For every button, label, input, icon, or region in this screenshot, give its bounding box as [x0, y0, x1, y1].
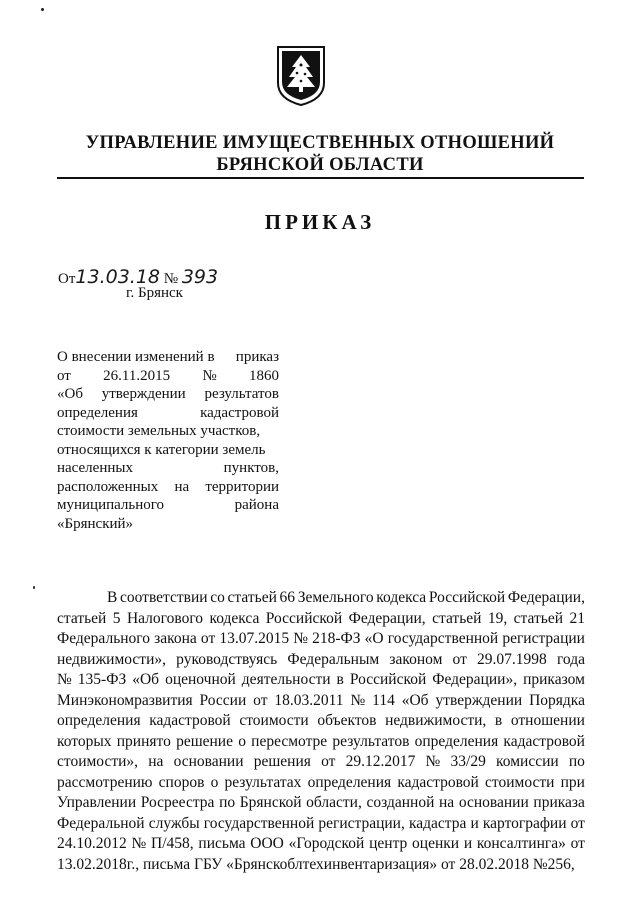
body-word: основании: [173, 753, 244, 770]
body-word: от: [570, 835, 585, 852]
body-word: Российской: [265, 609, 343, 627]
subject-line: [57, 459, 279, 478]
body-word: Росреестра: [140, 794, 215, 811]
order-body-text: [57, 588, 585, 875]
subject-line: [57, 367, 279, 386]
body-word: решение: [176, 732, 233, 750]
subject-word: «Об: [57, 386, 83, 402]
body-word: статьей: [513, 609, 564, 627]
body-word: со: [210, 589, 225, 606]
body-word: Налогового: [126, 609, 204, 627]
body-word: руководствуясь: [176, 650, 278, 668]
body-word: оценки: [412, 835, 460, 852]
subject-word: результатов: [204, 386, 279, 402]
body-word: определения: [57, 712, 141, 729]
body-word: соответствии: [120, 589, 208, 606]
body-line: [57, 752, 585, 773]
subject-line: [57, 348, 279, 367]
body-word: кадастровой: [149, 712, 231, 729]
body-word: 13.07.2015: [219, 630, 290, 647]
body-word: 24.10.2012: [57, 835, 127, 852]
subject-word: стоимости земельных участков,: [57, 423, 261, 439]
body-word: отношении: [510, 712, 585, 729]
body-word: картографии: [482, 814, 567, 832]
handwritten-date: 13.03.18: [75, 266, 160, 288]
body-word: Минэкономразвития: [57, 691, 193, 709]
organization-name-line2: БРЯНСКОЙ ОБЛАСТИ: [216, 155, 424, 175]
organization-name-line1: УПРАВЛЕНИЕ ИМУЩЕСТВЕННЫХ ОТНОШЕНИЙ: [85, 133, 555, 153]
body-word: кадастра: [408, 814, 467, 832]
body-word: Российской: [428, 589, 506, 606]
body-word: 18.03.2011: [274, 691, 344, 709]
body-word: «Городской: [288, 835, 365, 852]
body-line: [57, 609, 585, 630]
body-word: Порядка: [529, 691, 585, 709]
subject-word: приказ: [235, 349, 279, 365]
body-word: 135-ФЗ: [77, 671, 127, 688]
body-word: определения: [307, 773, 392, 791]
body-word: деятельности: [241, 671, 331, 688]
body-word: в: [336, 671, 344, 688]
subject-line: [57, 496, 279, 515]
body-word: 19,: [487, 609, 508, 627]
body-word: по: [219, 794, 236, 811]
body-word: стоимости»,: [57, 753, 139, 770]
handwritten-number: 393: [181, 266, 219, 288]
body-word: 5: [112, 609, 121, 627]
body-word: «О: [364, 630, 384, 647]
body-word: 29.07.1998: [477, 650, 547, 668]
subject-word: 1860: [248, 367, 279, 384]
body-word: Федерации,: [348, 609, 426, 627]
body-word: регистрации: [502, 630, 585, 647]
body-word: объектов: [317, 712, 377, 729]
body-word: решения: [253, 753, 311, 770]
city-name: г. Брянск: [126, 285, 183, 301]
body-word: созданной: [366, 794, 435, 811]
subject-word: на: [174, 478, 190, 495]
body-word: от: [321, 753, 336, 770]
subject-word: территории: [205, 478, 279, 495]
body-word: 218-ФЗ: [312, 630, 361, 647]
body-word: которых: [57, 732, 112, 750]
body-word: утверждении: [435, 691, 523, 709]
body-word: основании: [458, 794, 529, 811]
subject-word: расположенных: [57, 478, 159, 495]
body-word: Федерального: [57, 630, 151, 647]
scan-speck: [41, 8, 44, 11]
subject-line: [57, 478, 279, 497]
subject-word: пунктов,: [223, 460, 279, 476]
body-word: службы: [148, 814, 200, 832]
body-word: Российской: [349, 671, 427, 688]
scan-speck: [33, 586, 35, 589]
body-word: от: [570, 814, 585, 832]
body-word: 114: [372, 691, 395, 709]
body-word: Федеральным: [287, 650, 380, 668]
body-word: законом: [389, 650, 443, 668]
body-word: стоимости: [239, 712, 309, 729]
body-word: 21: [569, 609, 585, 627]
body-line: [57, 670, 585, 691]
body-word: №: [425, 753, 441, 770]
body-word: по: [568, 753, 585, 770]
body-word: рассмотрению: [57, 773, 153, 791]
coat-of-arms-emblem: [275, 45, 327, 107]
body-word: приказа: [533, 794, 585, 811]
order-subject-block: [57, 348, 279, 533]
body-word: пересмотре: [251, 732, 328, 750]
body-word: 29.12.2017: [345, 753, 416, 770]
body-word: кодекса: [376, 589, 427, 606]
subject-line: [57, 404, 279, 423]
number-label: №: [163, 271, 179, 287]
body-word: от: [200, 630, 216, 647]
subject-word: «Брянский»: [57, 515, 134, 532]
document-title: ПРИКАЗ: [264, 210, 376, 234]
subject-word: от: [57, 367, 71, 384]
body-word: и: [463, 835, 473, 852]
body-word: в: [494, 712, 503, 729]
header-rule: [57, 177, 584, 179]
body-word: и: [470, 814, 479, 832]
body-word: России: [199, 691, 247, 709]
body-word: недвижимости,: [385, 712, 487, 729]
body-line: [57, 711, 585, 732]
body-word: Федеральной: [57, 814, 145, 832]
body-word: 33/29: [450, 753, 486, 770]
body-word: центр: [369, 835, 408, 852]
body-word: Федерации»,: [432, 671, 518, 688]
body-word: приказом: [523, 671, 585, 688]
body-word: на: [439, 794, 455, 811]
body-word: от: [452, 650, 467, 668]
body-word: кадастровой: [397, 773, 479, 791]
body-line: [57, 588, 585, 609]
subject-word: района: [234, 497, 279, 513]
subject-word: кадастровой: [200, 404, 279, 421]
body-word: №: [293, 630, 309, 647]
body-word: от: [253, 691, 268, 709]
body-word: года: [556, 650, 585, 668]
body-word: кодекса: [209, 609, 260, 627]
subject-word: 26.11.2015: [103, 367, 171, 384]
from-label: От: [58, 271, 76, 287]
body-word: результатах: [224, 773, 302, 791]
subject-line: [57, 385, 279, 404]
body-line: [57, 773, 585, 794]
body-word: регистрации,: [318, 814, 405, 832]
body-word: о: [238, 732, 246, 750]
body-word: Земельного: [297, 589, 374, 606]
body-word: кадастровой: [503, 732, 585, 750]
body-word: закона: [154, 630, 197, 647]
subject-word: О внесении изменений в: [57, 349, 215, 365]
body-line: [57, 793, 585, 814]
body-word: статьей: [432, 609, 482, 627]
body-word: о: [210, 773, 219, 791]
body-word: недвижимости»,: [57, 650, 166, 668]
body-word: В: [107, 589, 118, 606]
body-word: результатов: [332, 732, 410, 750]
body-word: оценочной: [165, 671, 236, 688]
body-word: «Об: [401, 691, 429, 709]
subject-word: утверждении: [101, 386, 186, 402]
body-word: №: [350, 691, 366, 709]
body-word: стоимости: [485, 773, 555, 791]
body-word: Федерации,: [507, 589, 585, 606]
body-word: определения: [414, 732, 499, 750]
body-word: принято: [116, 732, 171, 750]
body-word: области,: [306, 794, 362, 811]
subject-line: [57, 515, 279, 534]
subject-word: относящихся к категории земель: [57, 441, 266, 458]
body-word: статьей: [227, 589, 277, 606]
body-line: [57, 650, 585, 671]
subject-word: населенных: [57, 460, 133, 476]
subject-word: определения: [57, 404, 138, 421]
body-line: [57, 834, 585, 855]
body-word: комиссии: [496, 753, 559, 770]
body-word: №: [131, 835, 147, 852]
subject-word: муниципального: [57, 497, 165, 513]
body-word: на: [148, 753, 164, 770]
body-line: [57, 629, 585, 650]
body-line: [57, 691, 585, 712]
body-word: споров: [158, 773, 205, 791]
body-line: [57, 814, 585, 835]
body-line: 13.02.2018г., письма ГБУ «Брянскоблтехинвентаризация» от 28.02.2018 №256,: [57, 855, 575, 873]
body-word: 66: [279, 589, 296, 606]
subject-line: [57, 422, 279, 441]
body-word: консалтинга»: [476, 835, 566, 852]
body-word: при: [560, 773, 585, 791]
subject-line: [57, 441, 279, 460]
body-word: государственной: [203, 814, 315, 832]
body-word: Брянской: [239, 794, 302, 811]
body-word: Управлении: [57, 794, 137, 811]
body-word: государственной: [387, 630, 499, 647]
body-word: письма: [198, 835, 246, 852]
body-word: «Об: [132, 671, 160, 688]
body-word: статьей: [57, 609, 107, 627]
body-word: №: [57, 671, 72, 688]
body-word: П/458,: [151, 835, 194, 852]
body-line: [57, 732, 585, 753]
body-word: ООО: [250, 835, 284, 852]
subject-word: №: [202, 367, 217, 384]
